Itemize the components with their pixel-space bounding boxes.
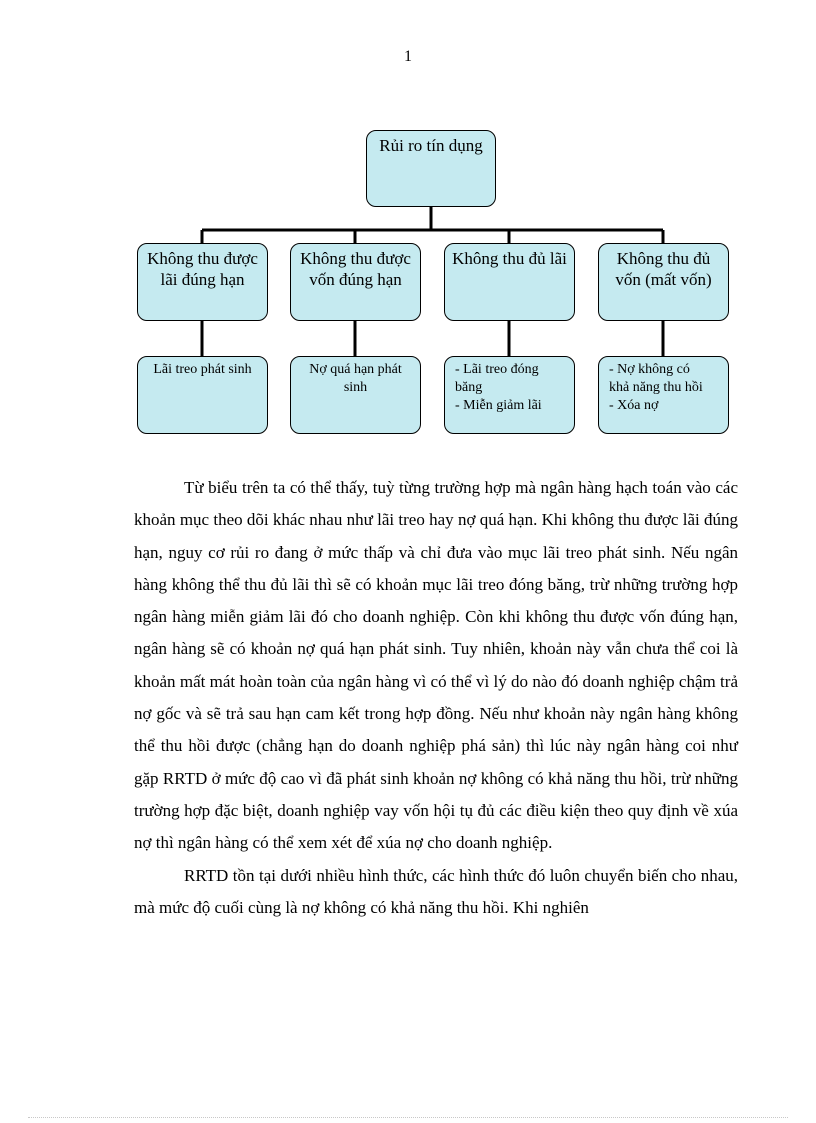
root-label: Rủi ro tín dụng: [379, 136, 483, 155]
credit-risk-diagram: [0, 0, 816, 440]
body-text: [134, 472, 738, 924]
category-label: Không thu đủ vốn (mất vốn): [615, 249, 712, 289]
detail-label: Nợ quá hạn phát sinh: [309, 362, 402, 395]
root-box: [366, 130, 496, 207]
detail-label: Lãi treo phát sinh: [153, 362, 252, 377]
detail-label: - Nợ không có khả năng thu hồi - Xóa nợ: [609, 362, 703, 413]
paragraph: Từ biểu trên ta có thể thấy, tuỳ từng trường hợp mà ngân hàng hạch toán vào các khoản mục theo dõi khác nhau như lãi treo hay nợ quá hạn. Khi không thu được lãi đúng hạn, nguy cơ rủi ro đang ở mức thấp và chỉ đưa vào mục lãi treo phát sinh. Nếu ngân hàng không thể thu đủ lãi thì sẽ có khoản mục lãi treo đóng băng, trừ những trường hợp ngân hàng miễn giảm lãi đó cho doanh nghiệp. Còn khi không thu được vốn đúng hạn, ngân hàng sẽ có khoản nợ quá hạn phát sinh. Tuy nhiên, khoản này vẫn chưa thể coi là khoản mất mát hoàn toàn của ngân hàng vì có thể vì lý do nào đó doanh nghiệp chậm trả nợ gốc và sẽ trả sau hạn cam kết trong hợp đồng. Nếu như khoản này ngân hàng không thể thu hồi được (chẳng hạn do doanh nghiệp phá sản) thì lúc này ngân hàng coi như gặp RRTD ở mức độ cao vì đã phát sinh khoản nợ không có khả năng thu hồi, trừ những trường hợp đặc biệt, doanh nghiệp vay vốn hội tụ đủ các điều kiện theo quy định về xúa nợ thì ngân hàng có thể xem xét để xúa nợ cho doanh nghiệp.: [134, 478, 738, 853]
category-box-interest-short: [444, 243, 575, 321]
category-label: Không thu được vốn đúng hạn: [300, 249, 411, 289]
category-box-principal-late: [290, 243, 421, 321]
paragraph: RRTD tồn tại dưới nhiều hình thức, các hình thức đó luôn chuyển biến cho nhau, mà mức độ cuối cùng là nợ không có khả năng thu hồi. Khi nghiên: [134, 865, 738, 917]
page-bottom-border: [28, 1117, 788, 1118]
category-label: Không thu được lãi đúng hạn: [147, 249, 258, 289]
detail-box-interest-late: [137, 356, 268, 434]
category-label: Không thu đủ lãi: [452, 249, 567, 268]
detail-label: - Lãi treo đóng băng - Miễn giảm lãi: [455, 362, 542, 413]
category-box-principal-loss: [598, 243, 729, 321]
page-number: 1: [404, 48, 412, 65]
detail-box-principal-late: [290, 356, 421, 434]
category-box-interest-late: [137, 243, 268, 321]
detail-box-principal-loss: [598, 356, 729, 434]
detail-box-interest-short: [444, 356, 575, 434]
